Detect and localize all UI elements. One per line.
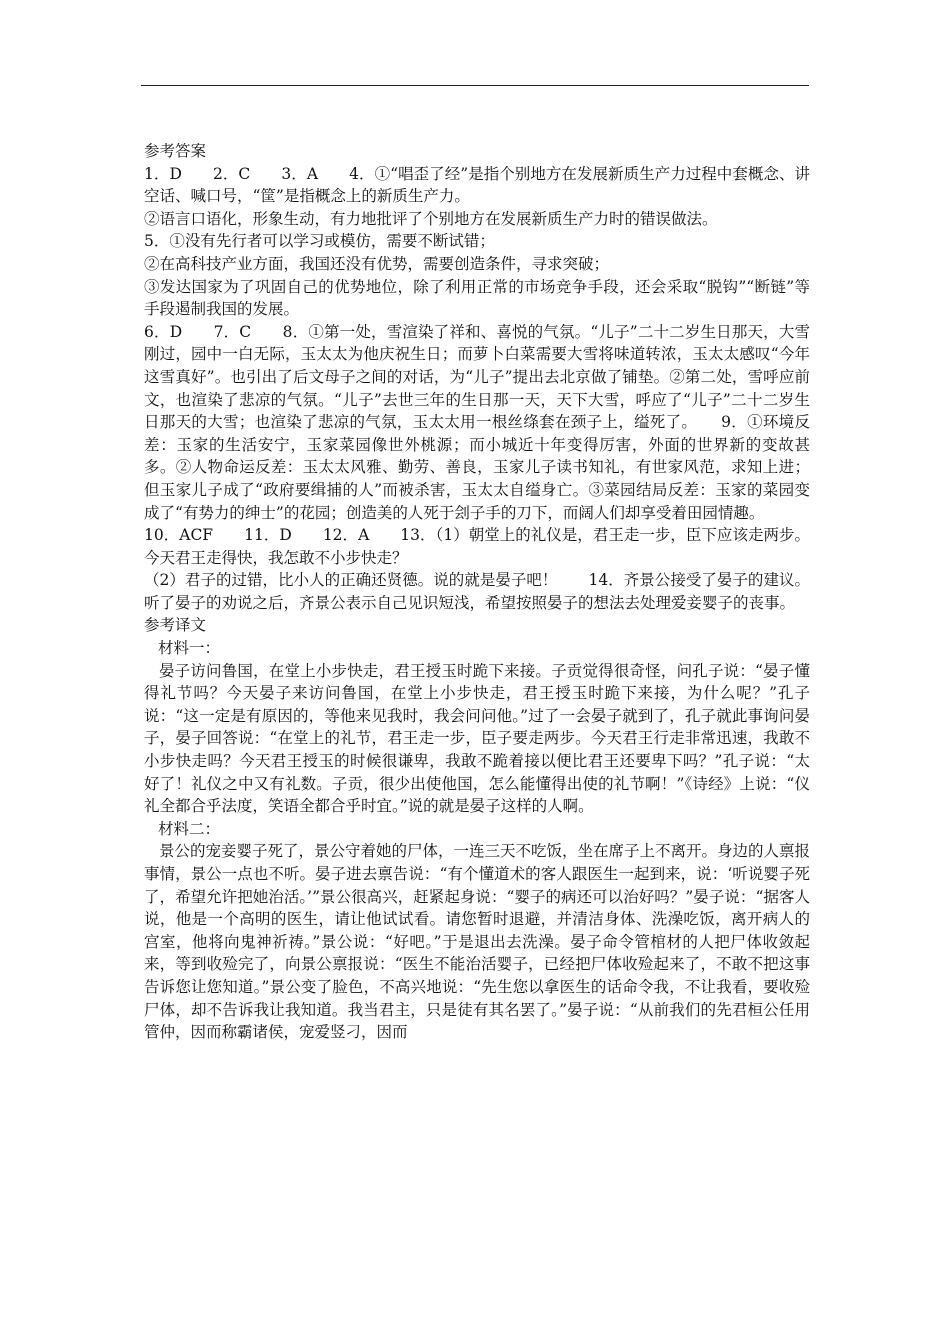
answer-paragraph: 6．D 7．C 8．①第一处，雪渲染了祥和、喜悦的气氛。“儿子”二十二岁生日那天，大雪刚过，园中一白无际，玉太太为他庆祝生日；而萝卜白菜需要大雪将味道转浓，玉太太感叹“今年这雪真好”。也引出了后文母子之间的对话，为“儿子”提出去北京做了铺垫。②第二处，雪呼应前文，也渲染了悲凉的气氛。“儿子”去世三年的生日那一天，天下大雪，呼应了“儿子”二十二岁生日那天的大雪；也渲染了悲凉的气氛，玉太太用一根丝绦套在颈子上，缢死了。 9．①环境反差：玉家的生活安宁，玉家菜园像世外桃源；而小城近十年变得厉害，外面的世界新的变故甚多。②人物命运反差：玉太太风雅、勤劳、善良，玉家儿子读书知礼，有世家风范，求知上进；但玉家儿子成了“政府要缉捕的人”而被杀害，玉太太自缢身亡。③菜园结局反差：玉家的菜园变成了“有势力的绅士”的花园；创造美的人死于刽子手的刀下，而阔人们却享受着田园情趣。 <box>144 322 810 522</box>
answer-paragraph: 1．D 2．C 3．A 4．①“唱歪了经”是指个别地方在发展新质生产力过程中套概念、讲空话、喊口号，“筐”是指概念上的新质生产力。 <box>144 164 810 206</box>
material-two-label: 材料二： <box>158 819 221 838</box>
answers-heading: 参考答案 <box>144 142 207 160</box>
material-one-label: 材料一： <box>158 639 221 658</box>
top-rule <box>141 85 809 86</box>
answer-paragraph: ②语言口语化，形象生动，有力地批评了个别地方在发展新质生产力时的错误做法。 <box>144 209 718 228</box>
answer-paragraph: （2）君子的过错，比小人的正确还贤德。说的就是晏子吧！ 14．齐景公接受了晏子的建议。听了晏子的劝说之后，齐景公表示自己见识短浅，希望按照晏子的想法去处理爱妾婴子的丧事。 <box>144 571 810 612</box>
answer-paragraph: 10．ACF 11．D 12．A 13．（1）朝堂上的礼仪是，君王走一步，臣下应该走两步。今天君王走得快，我怎敢不小步快走？ <box>144 526 810 567</box>
translation-heading: 参考译文 <box>144 616 207 635</box>
translation-paragraph: 晏子访问鲁国，在堂上小步快走，君王授玉时跪下来接。子贡觉得很奇怪，问孔子说：“晏子懂得礼节吗？今天晏子来访问鲁国，在堂上小步快走，君王授玉时跪下来接，为什么呢？”孔子说：“这一定是有原因的，等他来见我时，我会问问他。”过了一会晏子就到了，孔子就此事询问晏子，晏子回答说：“在堂上的礼节，君王走一步，臣子要走两步。今天君王行走非常迅速，我敢不小步快走吗？今天君王授玉的时候很谦卑，我敢不跪着接以便比君王还要卑下吗？”孔子说：“太好了！礼仪之中又有礼数。子贡，很少出使他国，怎么能懂得出使的礼节啊！”《诗经》上说：“仪礼全都合乎法度，笑语全都合乎时宜。”说的就是晏子这样的人啊。 <box>144 661 810 816</box>
answer-paragraph: ③发达国家为了巩固自己的优势地位，除了利用正常的市场竞争手段，还会采取“脱钩”“断链”等手段遏制我国的发展。 <box>144 277 810 319</box>
document-body <box>144 140 810 1044</box>
answer-paragraph: ②在高科技产业方面，我国还没有优势，需要创造条件，寻求突破； <box>144 254 610 273</box>
translation-paragraph: 景公的宠妾婴子死了，景公守着她的尸体，一连三天不吃饭，坐在席子上不离开。身边的人禀报事情，景公一点也不听。晏子进去禀告说：“有个懂道术的客人跟医生一起到来，说：‘听说婴子死了，希望允许把她治活。’”景公很高兴，赶紧起身说：“婴子的病还可以治好吗？”晏子说：“据客人说，他是一个高明的医生，请让他试试看。请您暂时退避，并清洁身体、洗澡吃饭，离开病人的宫室，他将向鬼神祈祷。”景公说：“好吧。”于是退出去洗澡。晏子命令管棺材的人把尸体收敛起来，等到收殓完了，向景公禀报说：“医生不能治活婴子，已经把尸体收殓起来了，不敢不把这事告诉您让您知道。”景公变了脸色，不高兴地说：“先生您以拿医生的话命令我，不让我看，要收殓尸体，却不告诉我让我知道。我当君主，只是徒有其名罢了。”晏子说：“从前我们的先君桓公任用管仲，因而称霸诸侯，宠爱竖刁，因而 <box>144 842 811 1042</box>
answer-paragraph: 5．①没有先行者可以学习或模仿，需要不断试错； <box>144 232 495 251</box>
